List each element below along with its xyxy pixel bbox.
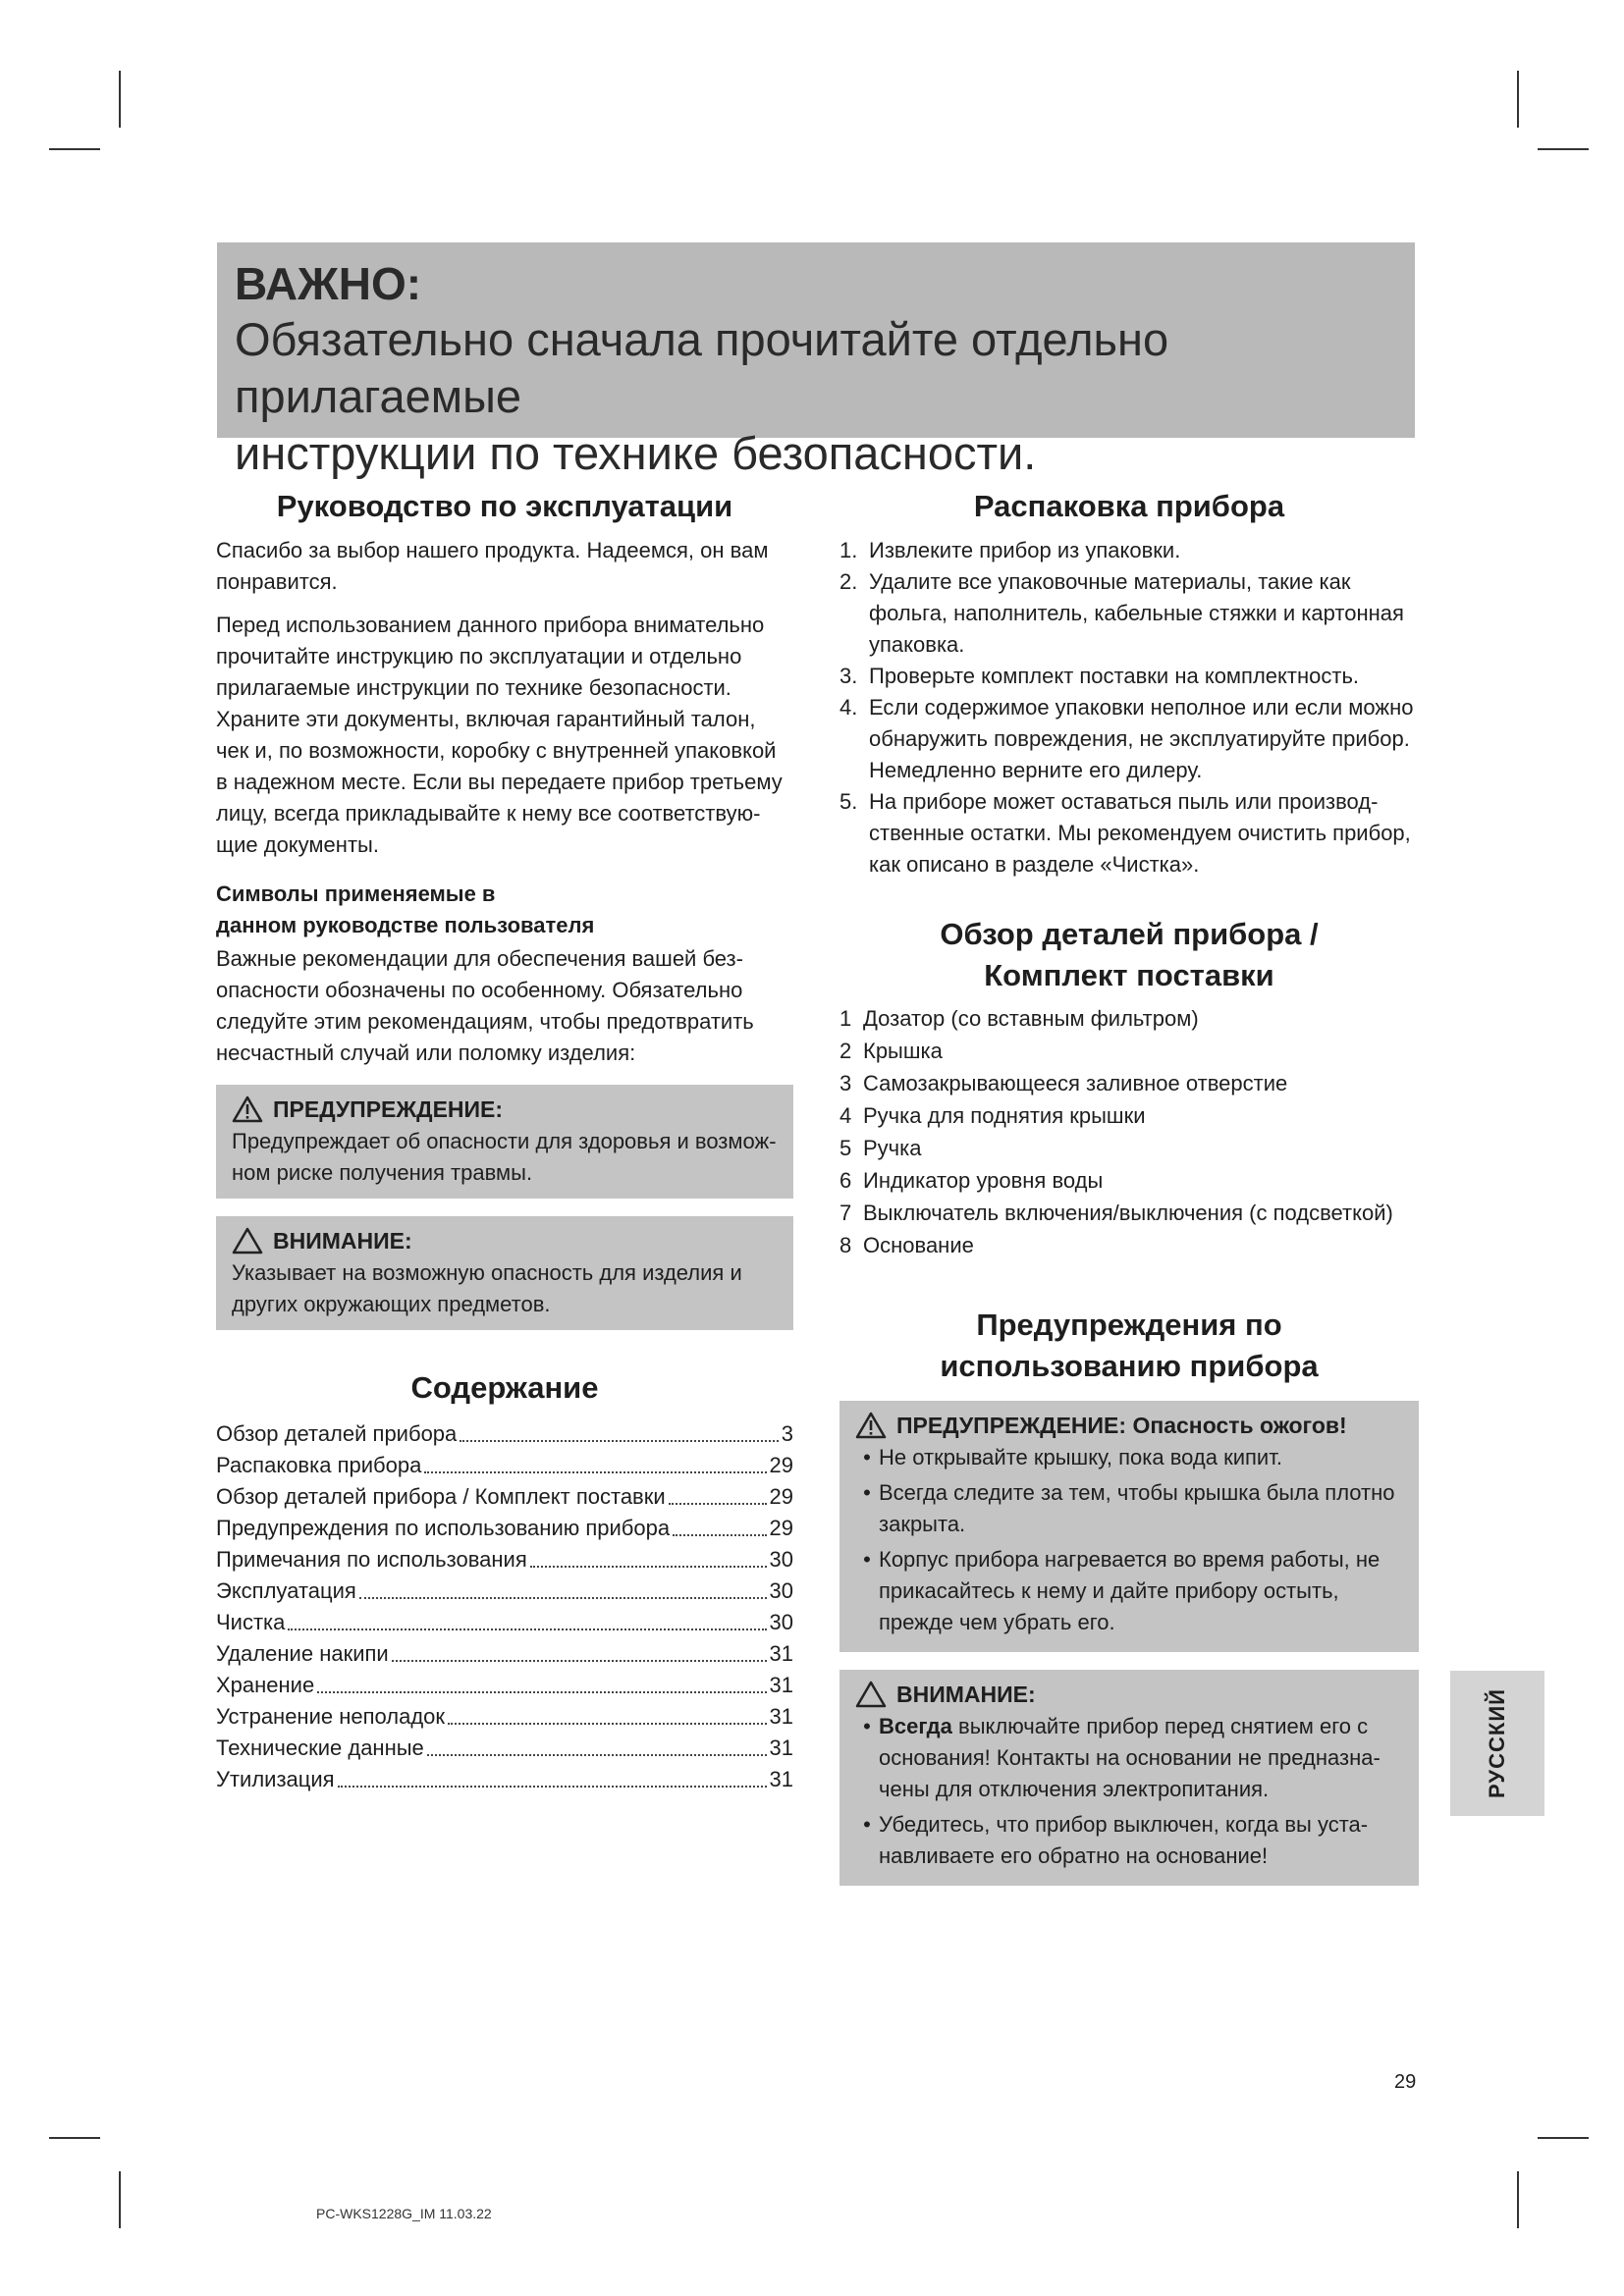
toc-leader (460, 1418, 778, 1442)
toc-leader (288, 1607, 766, 1630)
bullet-text: Убедитесь, что прибор выключен, когда вы уста-навливаете его обратно на основание! (879, 1812, 1369, 1868)
language-tab[interactable] (1450, 1671, 1544, 1816)
banner-line-2: инструкции по технике безопасности. (235, 427, 1037, 479)
part-number: 2 (839, 1039, 852, 1063)
page-number: 29 (1394, 2071, 1417, 2093)
part-text: Основание (863, 1233, 974, 1257)
toc-item[interactable] (216, 1544, 793, 1575)
list-item (855, 1711, 1405, 1805)
step-number: 4. (839, 695, 858, 720)
parts-heading-2: Комплект поставки (984, 958, 1274, 992)
part-number: 5 (839, 1136, 852, 1160)
bullet-bold-word: Всегда (879, 1714, 952, 1738)
step-text: Удалите все упаковочные материалы, такие как фольга, наполнитель, кабельные стяжки и картонная упаковка. (869, 569, 1404, 657)
bullet-icon: • (863, 1547, 871, 1572)
toc-leader (359, 1575, 767, 1599)
bullet-text: Корпус прибора нагревается во время работы, не прикасайтесь к нему и дайте прибору остыть, прежде чем убрать его. (879, 1547, 1380, 1634)
toc-leader (424, 1450, 766, 1473)
burn-warning-box (839, 1401, 1419, 1652)
toc-item[interactable] (216, 1513, 793, 1544)
toc-item-title: Примечания по использования (216, 1547, 527, 1572)
toc-item[interactable] (216, 1701, 793, 1733)
crop-mark (49, 148, 100, 150)
toc-leader (530, 1544, 767, 1568)
table-of-contents (216, 1418, 793, 1795)
part-number: 6 (839, 1168, 852, 1193)
part-number: 1 (839, 1006, 852, 1031)
part-text: Крышка (863, 1039, 943, 1063)
list-item (855, 1477, 1405, 1540)
banner-line-1: Обязательно сначала прочитайте отдельно прилагаемые (235, 313, 1169, 422)
warning-triangle-icon (232, 1095, 263, 1123)
caution-box (216, 1216, 793, 1330)
toc-leader (392, 1638, 767, 1662)
bullet-icon: • (863, 1812, 871, 1837)
toc-item-page: 30 (769, 1578, 793, 1603)
crop-mark (1517, 2171, 1519, 2228)
usage-caution-list (855, 1711, 1405, 1872)
toc-item-title: Обзор деталей прибора / Комплект поставки (216, 1484, 666, 1509)
list-item (839, 1197, 1419, 1229)
list-item (839, 1229, 1419, 1261)
list-item (839, 535, 1419, 566)
toc-item[interactable] (216, 1638, 793, 1670)
warning-text: Предупреждает об опасности для здоровья и возмож-ном риске получения травмы. (232, 1129, 777, 1185)
warning-label: ПРЕДУПРЕЖДЕНИЕ: (273, 1096, 504, 1122)
manual-intro: Спасибо за выбор нашего продукта. Надеемся, он вам понравится. (216, 538, 769, 594)
step-number: 5. (839, 789, 858, 814)
toc-item-title: Устранение неполадок (216, 1704, 446, 1729)
warning-box (216, 1085, 793, 1199)
crop-mark (1517, 71, 1519, 128)
list-item (855, 1544, 1405, 1638)
bullet-icon: • (863, 1445, 871, 1469)
footer-code: PC-WKS1228G_IM 11.03.22 (316, 2206, 492, 2221)
toc-item-page: 30 (769, 1610, 793, 1634)
list-item (839, 1132, 1419, 1164)
toc-item[interactable] (216, 1575, 793, 1607)
unpacking-steps (839, 535, 1419, 881)
part-text: Выключатель включения/выключения (с подсветкой) (863, 1201, 1393, 1225)
symbols-heading-2: данном руководстве пользователя (216, 913, 595, 937)
crop-mark (49, 2137, 100, 2139)
toc-item-page: 30 (769, 1547, 793, 1572)
toc-leader (427, 1733, 767, 1756)
part-text: Индикатор уровня воды (863, 1168, 1104, 1193)
part-text: Самозакрывающееся заливное отверстие (863, 1071, 1288, 1095)
burn-warning-label: ПРЕДУПРЕЖДЕНИЕ: Опасность ожогов! (896, 1413, 1347, 1438)
toc-item[interactable] (216, 1764, 793, 1795)
toc-item-title: Удаление накипи (216, 1641, 389, 1666)
part-text: Дозатор (со вставным фильтром) (863, 1006, 1199, 1031)
symbols-text: Важные рекомендации для обеспечения вашей без-опасности обозначены по особенному. Обязательно следуйте этим рекомендациям, чтобы предотвратить несчастный случай или поломку изделия: (216, 946, 754, 1065)
usage-caution-box (839, 1670, 1419, 1886)
usage-heading-2: использованию прибора (940, 1349, 1319, 1383)
toc-item[interactable] (216, 1418, 793, 1450)
toc-item[interactable] (216, 1607, 793, 1638)
step-number: 2. (839, 569, 858, 594)
toc-item-page: 31 (769, 1641, 793, 1666)
part-number: 4 (839, 1103, 852, 1128)
caution-head (232, 1224, 780, 1257)
step-number: 3. (839, 664, 858, 688)
step-number: 1. (839, 538, 858, 562)
list-item (839, 1099, 1419, 1132)
toc-item-page: 29 (769, 1516, 793, 1540)
toc-leader (338, 1764, 767, 1788)
caution-text: Указывает на возможную опасность для изделия и других окружающих предметов. (232, 1260, 742, 1316)
toc-item-page: 3 (781, 1421, 793, 1446)
toc-item-page: 29 (769, 1453, 793, 1477)
manual-body: Перед использованием данного прибора внимательно прочитайте инструкцию по эксплуатации и отдельно прилагаемые инструкции по технике безопасности. Храните эти документы, включая гарантийный талон, чек и, по возможности, коробку с внутренней упаковкой в надежном месте. Если вы передаете прибор третьему лицу, всегда прикладывайте к нему все соответствую-щие документы. (216, 613, 783, 857)
part-text: Ручка (863, 1136, 922, 1160)
list-item (839, 566, 1419, 661)
parts-list (839, 1002, 1419, 1261)
parts-heading-1: Обзор деталей прибора / (940, 917, 1319, 951)
list-item (839, 1002, 1419, 1035)
burn-warning-head (855, 1409, 1405, 1442)
toc-item-title: Распаковка прибора (216, 1453, 422, 1477)
toc-item-title: Технические данные (216, 1735, 424, 1760)
bullet-text: Всегда следите за тем, чтобы крышка была плотно закрыта. (879, 1480, 1395, 1536)
caution-label: ВНИМАНИЕ: (273, 1228, 412, 1254)
toc-item-title: Предупреждения по использованию прибора (216, 1516, 671, 1540)
warning-head (232, 1093, 780, 1126)
step-text: Извлеките прибор из упаковки. (869, 538, 1181, 562)
toc-item-page: 31 (769, 1673, 793, 1697)
bullet-rest: выключайте прибор перед снятием его с основания! Контакты на основании не предназна-чены для отключения электропитания. (879, 1714, 1380, 1801)
step-text: Проверьте комплект поставки на комплектность. (869, 664, 1360, 688)
toc-item-title: Хранение (216, 1673, 315, 1697)
step-text: На приборе может оставаться пыль или производ-ственные остатки. Мы рекомендуем очистить прибор, как описано в разделе «Чистка». (869, 789, 1411, 877)
caution-triangle-icon (855, 1681, 887, 1708)
list-item (839, 692, 1419, 786)
usage-caution-head (855, 1678, 1405, 1711)
list-item (839, 786, 1419, 881)
list-item (855, 1442, 1405, 1473)
toc-item-title: Эксплуатация (216, 1578, 356, 1603)
bullet-text (879, 1711, 1405, 1805)
toc-item-page: 31 (769, 1767, 793, 1791)
bullet-text: Не открывайте крышку, пока вода кипит. (879, 1445, 1282, 1469)
part-text: Ручка для поднятия крышки (863, 1103, 1146, 1128)
banner-title: ВАЖНО: (235, 258, 422, 309)
usage-heading-1: Предупреждения по (976, 1308, 1282, 1342)
crop-mark (119, 2171, 121, 2228)
toc-item[interactable] (216, 1481, 793, 1513)
toc-leader (448, 1701, 766, 1725)
symbols-heading-1: Символы применяемые в (216, 881, 496, 906)
manual-heading: Руководство по эксплуатации (276, 489, 733, 523)
bullet-icon: • (863, 1714, 871, 1738)
burn-warning-list (855, 1442, 1405, 1638)
toc-item-page: 31 (769, 1704, 793, 1729)
toc-item[interactable] (216, 1450, 793, 1481)
part-number: 8 (839, 1233, 852, 1257)
part-number: 3 (839, 1071, 852, 1095)
toc-item-title: Обзор деталей прибора (216, 1421, 458, 1446)
language-tab-label: РУССКИЙ (1485, 1688, 1509, 1798)
crop-mark (1538, 2137, 1589, 2139)
warning-triangle-icon (855, 1412, 887, 1439)
toc-leader (669, 1481, 767, 1505)
left-column (216, 486, 793, 1795)
list-item (839, 1035, 1419, 1067)
important-banner (217, 242, 1415, 479)
unpacking-heading: Распаковка прибора (973, 489, 1285, 523)
list-item (855, 1809, 1405, 1872)
part-number: 7 (839, 1201, 852, 1225)
toc-item[interactable] (216, 1733, 793, 1764)
caution-triangle-icon (232, 1227, 263, 1255)
right-column (839, 486, 1419, 1886)
toc-item-title: Чистка (216, 1610, 286, 1634)
toc-leader (317, 1670, 766, 1693)
usage-caution-label: ВНИМАНИЕ: (896, 1682, 1036, 1707)
toc-item-title: Утилизация (216, 1767, 335, 1791)
step-text: Если содержимое упаковки неполное или если можно обнаружить повреждения, не эксплуатируйте прибор. Немедленно верните его дилеру. (869, 695, 1414, 782)
toc-item[interactable] (216, 1670, 793, 1701)
toc-item-page: 31 (769, 1735, 793, 1760)
list-item (839, 1164, 1419, 1197)
crop-mark (119, 71, 121, 128)
toc-leader (673, 1513, 766, 1536)
bullet-icon: • (863, 1480, 871, 1505)
crop-mark (1538, 148, 1589, 150)
toc-heading: Содержание (410, 1370, 599, 1405)
toc-item-page: 29 (769, 1484, 793, 1509)
list-item (839, 1067, 1419, 1099)
list-item (839, 661, 1419, 692)
